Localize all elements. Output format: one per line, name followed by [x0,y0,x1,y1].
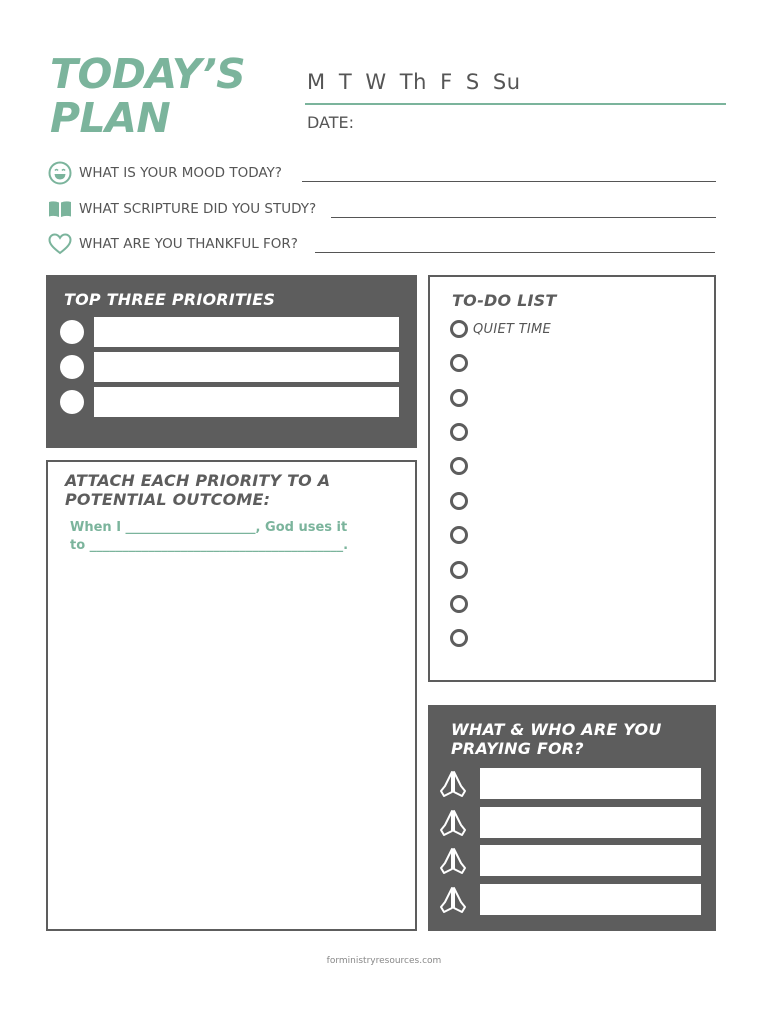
priority-row [60,352,400,382]
priorities-title: TOP THREE PRIORITIES [64,290,276,309]
todo-item-label: QUIET TIME [473,321,552,337]
todo-item[interactable] [450,628,473,648]
outcome-title: ATTACH EACH PRIORITY TO A POTENTIAL OUTCOME: [65,471,331,509]
prayer-row [438,845,702,876]
priority-bullet-2 [60,355,84,379]
day-thursday[interactable]: Th [399,70,427,94]
prayer-row [438,884,702,915]
todo-item[interactable] [450,388,473,408]
outcome-prompt [70,519,390,555]
open-book-icon [47,197,73,221]
prayer-field-2[interactable] [480,807,701,838]
prayer-field-3[interactable] [480,845,701,876]
todo-title: TO-DO LIST [452,291,557,310]
date-label[interactable]: DATE: [307,113,355,132]
days-underline [305,103,726,105]
prayer-row [438,768,702,799]
footer-website: forministryresources.com [326,956,442,966]
todo-box [428,275,716,682]
title-line-2: PLAN [50,94,171,142]
checkbox-circle-icon[interactable] [450,389,468,407]
day-tuesday[interactable]: T [338,70,353,94]
checkbox-circle-icon[interactable] [450,457,468,475]
smiley-icon [47,161,73,185]
title-line-1: TODAY’S [50,50,246,98]
heart-icon [47,232,73,256]
checkbox-circle-icon[interactable] [450,595,468,613]
thankful-question[interactable] [47,232,298,256]
praying-hands-icon [438,847,468,875]
praying-box [428,705,716,931]
todo-item[interactable] [450,525,473,545]
priority-bullet-3 [60,390,84,414]
priority-field-3[interactable] [94,387,399,417]
praying-hands-icon [438,770,468,798]
priority-field-2[interactable] [94,352,399,382]
todo-item[interactable] [450,456,473,476]
checkbox-circle-icon[interactable] [450,354,468,372]
praying-hands-icon [438,886,468,914]
praying-title: WHAT & WHO ARE YOU PRAYING FOR? [451,720,662,758]
todo-item[interactable] [450,319,551,339]
weekday-selector [307,70,527,94]
checkbox-circle-icon[interactable] [450,492,468,510]
page-title [50,52,245,140]
prayer-field-4[interactable] [480,884,701,915]
priority-row [60,317,400,347]
outcome-prompt-line-2: to _______________________________________. [70,538,349,553]
priority-bullet-1 [60,320,84,344]
mood-question[interactable] [47,161,282,185]
praying-hands-icon [438,809,468,837]
mood-question-label: WHAT IS YOUR MOOD TODAY? [79,165,282,181]
checkbox-circle-icon[interactable] [450,320,468,338]
checkbox-circle-icon[interactable] [450,561,468,579]
priority-row [60,387,400,417]
priorities-box [46,275,417,448]
day-sunday[interactable]: Su [492,70,521,94]
scripture-question-label: WHAT SCRIPTURE DID YOU STUDY? [79,201,317,217]
day-monday[interactable]: M [307,70,326,94]
checkbox-circle-icon[interactable] [450,423,468,441]
outcome-box[interactable] [46,460,417,931]
prayer-row [438,807,702,838]
day-friday[interactable]: F [440,70,453,94]
todo-item[interactable] [450,560,473,580]
thankful-question-label: WHAT ARE YOU THANKFUL FOR? [79,236,298,252]
mood-answer-line[interactable] [302,181,716,182]
scripture-answer-line[interactable] [331,217,716,218]
todo-item[interactable] [450,491,473,511]
priority-field-1[interactable] [94,317,399,347]
outcome-prompt-line-1: When I ____________________, God uses it [70,520,348,535]
checkbox-circle-icon[interactable] [450,526,468,544]
todo-item[interactable] [450,594,473,614]
scripture-question[interactable] [47,197,316,221]
day-saturday[interactable]: S [465,70,480,94]
todo-item[interactable] [450,353,473,373]
prayer-field-1[interactable] [480,768,701,799]
todo-item[interactable] [450,422,473,442]
thankful-answer-line[interactable] [315,252,715,253]
day-wednesday[interactable]: W [365,70,387,94]
checkbox-circle-icon[interactable] [450,629,468,647]
